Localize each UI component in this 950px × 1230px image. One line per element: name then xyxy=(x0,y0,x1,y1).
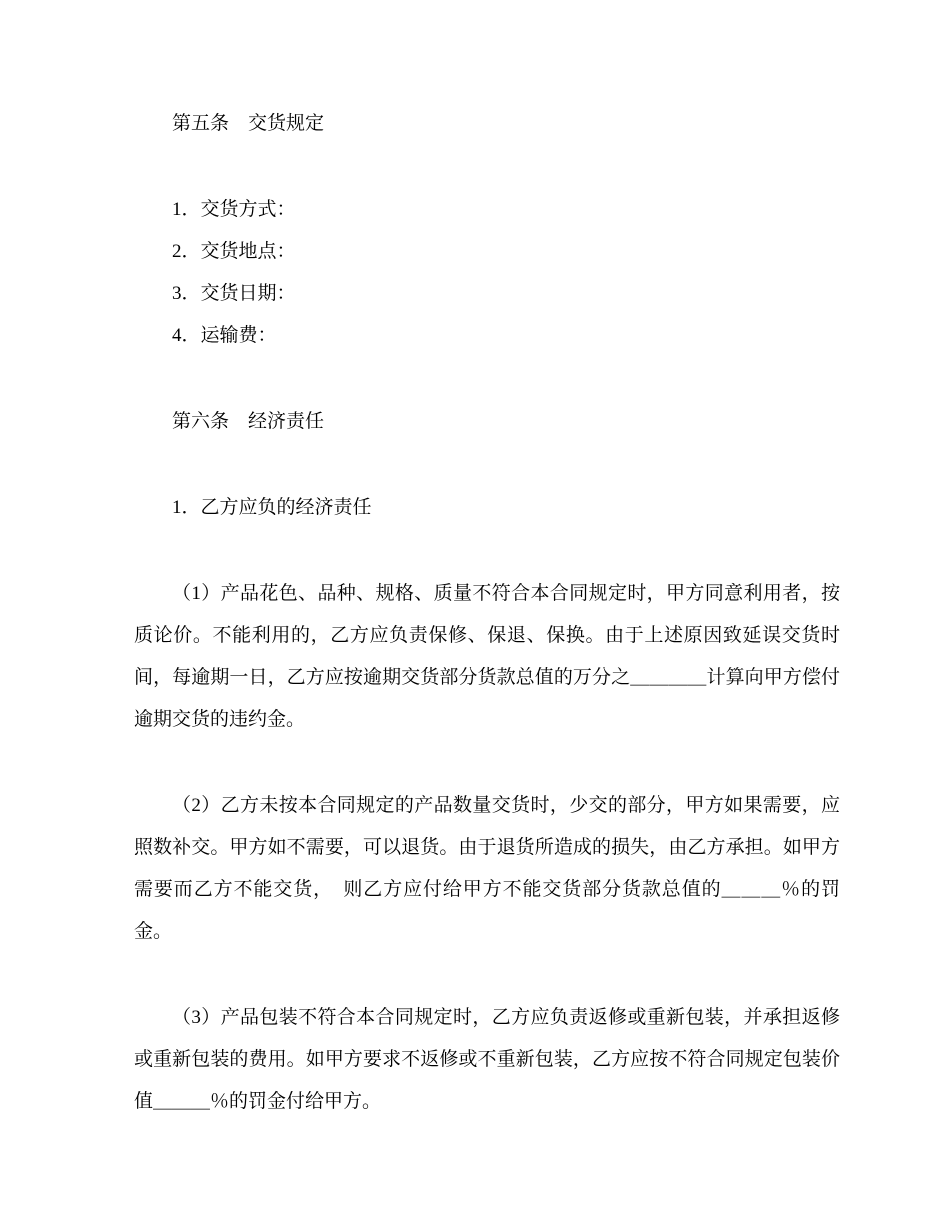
delivery-method-item: 1．交货方式： xyxy=(172,199,296,220)
article-5-item-list xyxy=(134,189,840,357)
article-6-subheading: 1．乙方应负的经济责任 xyxy=(172,497,372,518)
delivery-place-item: 2．交货地点： xyxy=(172,241,296,262)
article-5-heading: 第五条 交货规定 xyxy=(172,113,325,134)
delivery-date-item: 3．交货日期： xyxy=(172,283,296,304)
clause-2-paragraph: （2）乙方未按本合同规定的产品数量交货时，少交的部分，甲方如果需要，应照数补交。甲方如不需要，可以退货。由于退货所造成的损失，由乙方承担。如甲方需要而乙方不能交货， 则乙方应付给甲方不能交货部分货款总值的＿＿＿％的罚金。 xyxy=(134,795,840,942)
clause-3-paragraph: （3）产品包装不符合本合同规定时，乙方应负责返修或重新包装，并承担返修或重新包装的费用。如甲方要求不返修或不重新包装，乙方应按不符合同规定包装价值＿＿＿％的罚金付给甲方。 xyxy=(134,1007,840,1112)
article-6-heading: 第六条 经济责任 xyxy=(172,411,325,432)
transport-fee-item: 4．运输费： xyxy=(172,325,277,346)
clause-1-paragraph: （1）产品花色、品种、规格、质量不符合本合同规定时，甲方同意利用者，按质论价。不能利用的，乙方应负责保修、保退、保换。由于上述原因致延误交货时间，每逾期一日，乙方应按逾期交货部分货款总值的万分之＿＿＿＿计算向甲方偿付逾期交货的违约金。 xyxy=(134,583,840,730)
